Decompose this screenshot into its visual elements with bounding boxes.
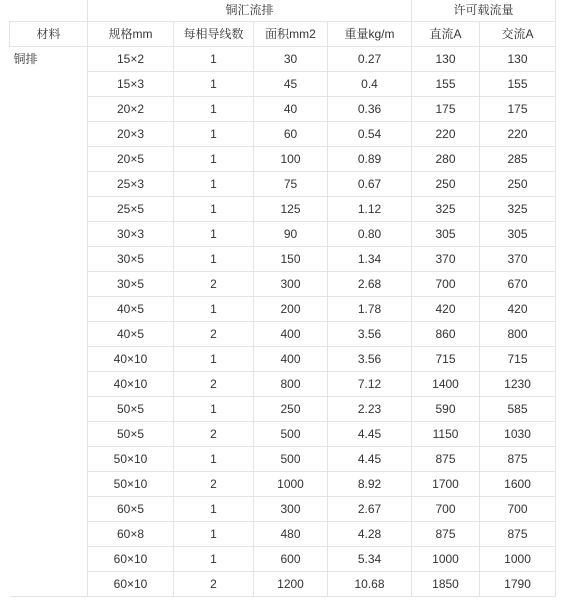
cell-conductors: 1 bbox=[174, 497, 254, 522]
header-group-current: 许可载流量 bbox=[412, 0, 556, 22]
cell-dc: 1850 bbox=[412, 572, 480, 597]
cell-conductors: 1 bbox=[174, 72, 254, 97]
cell-ac: 285 bbox=[480, 147, 556, 172]
cell-weight: 2.68 bbox=[328, 272, 412, 297]
header-group-row bbox=[10, 0, 556, 22]
header-weight: 重量kg/m bbox=[328, 22, 412, 47]
cell-weight: 0.4 bbox=[328, 72, 412, 97]
cell-ac: 700 bbox=[480, 497, 556, 522]
cell-weight: 2.67 bbox=[328, 497, 412, 522]
cell-area: 400 bbox=[254, 347, 328, 372]
cell-ac: 325 bbox=[480, 197, 556, 222]
cell-conductors: 2 bbox=[174, 422, 254, 447]
cell-ac: 130 bbox=[480, 47, 556, 72]
table-row bbox=[10, 447, 556, 472]
cell-spec: 30×5 bbox=[88, 272, 174, 297]
cell-dc: 715 bbox=[412, 347, 480, 372]
cell-dc: 305 bbox=[412, 222, 480, 247]
cell-conductors: 1 bbox=[174, 122, 254, 147]
cell-area: 200 bbox=[254, 297, 328, 322]
cell-conductors: 1 bbox=[174, 547, 254, 572]
cell-spec: 60×10 bbox=[88, 572, 174, 597]
cell-area: 100 bbox=[254, 147, 328, 172]
cell-weight: 10.68 bbox=[328, 572, 412, 597]
cell-spec: 25×3 bbox=[88, 172, 174, 197]
header-spec: 规格mm bbox=[88, 22, 174, 47]
cell-ac: 220 bbox=[480, 122, 556, 147]
cell-area: 480 bbox=[254, 522, 328, 547]
cell-spec: 50×5 bbox=[88, 397, 174, 422]
table-row bbox=[10, 522, 556, 547]
cell-weight: 1.34 bbox=[328, 247, 412, 272]
table-header bbox=[10, 0, 556, 47]
cell-dc: 1150 bbox=[412, 422, 480, 447]
table-row bbox=[10, 547, 556, 572]
cell-ac: 1230 bbox=[480, 372, 556, 397]
cell-dc: 700 bbox=[412, 497, 480, 522]
table-row bbox=[10, 497, 556, 522]
cell-spec: 40×10 bbox=[88, 372, 174, 397]
busbar-table bbox=[9, 0, 556, 597]
header-dc: 直流A bbox=[412, 22, 480, 47]
table-row bbox=[10, 97, 556, 122]
cell-spec: 15×2 bbox=[88, 47, 174, 72]
material-cell: 铜排 bbox=[10, 47, 88, 597]
cell-area: 250 bbox=[254, 397, 328, 422]
cell-conductors: 1 bbox=[174, 147, 254, 172]
cell-ac: 420 bbox=[480, 297, 556, 322]
cell-conductors: 1 bbox=[174, 347, 254, 372]
cell-conductors: 2 bbox=[174, 272, 254, 297]
cell-weight: 7.12 bbox=[328, 372, 412, 397]
cell-ac: 305 bbox=[480, 222, 556, 247]
table-row bbox=[10, 72, 556, 97]
cell-area: 1200 bbox=[254, 572, 328, 597]
cell-weight: 3.56 bbox=[328, 347, 412, 372]
table-row bbox=[10, 422, 556, 447]
cell-conductors: 1 bbox=[174, 247, 254, 272]
table-row bbox=[10, 372, 556, 397]
table-row bbox=[10, 472, 556, 497]
cell-conductors: 1 bbox=[174, 47, 254, 72]
cell-dc: 860 bbox=[412, 322, 480, 347]
cell-ac: 800 bbox=[480, 322, 556, 347]
cell-area: 1000 bbox=[254, 472, 328, 497]
cell-dc: 590 bbox=[412, 397, 480, 422]
cell-weight: 1.12 bbox=[328, 197, 412, 222]
cell-area: 40 bbox=[254, 97, 328, 122]
table-row bbox=[10, 397, 556, 422]
cell-dc: 1000 bbox=[412, 547, 480, 572]
cell-weight: 0.36 bbox=[328, 97, 412, 122]
cell-spec: 60×10 bbox=[88, 547, 174, 572]
cell-area: 150 bbox=[254, 247, 328, 272]
header-material: 材料 bbox=[10, 22, 88, 47]
table-row bbox=[10, 347, 556, 372]
cell-weight: 0.67 bbox=[328, 172, 412, 197]
cell-dc: 175 bbox=[412, 97, 480, 122]
cell-area: 60 bbox=[254, 122, 328, 147]
cell-conductors: 2 bbox=[174, 322, 254, 347]
cell-weight: 0.27 bbox=[328, 47, 412, 72]
cell-weight: 4.28 bbox=[328, 522, 412, 547]
cell-weight: 1.78 bbox=[328, 297, 412, 322]
cell-ac: 1790 bbox=[480, 572, 556, 597]
cell-conductors: 1 bbox=[174, 397, 254, 422]
header-conductors: 每相导线数 bbox=[174, 22, 254, 47]
cell-spec: 60×8 bbox=[88, 522, 174, 547]
cell-dc: 420 bbox=[412, 297, 480, 322]
cell-area: 300 bbox=[254, 497, 328, 522]
cell-ac: 370 bbox=[480, 247, 556, 272]
table-row bbox=[10, 47, 556, 72]
cell-dc: 370 bbox=[412, 247, 480, 272]
table-row bbox=[10, 272, 556, 297]
cell-spec: 50×10 bbox=[88, 447, 174, 472]
header-blank-cell bbox=[10, 0, 88, 22]
cell-dc: 130 bbox=[412, 47, 480, 72]
cell-ac: 155 bbox=[480, 72, 556, 97]
table-row bbox=[10, 322, 556, 347]
cell-weight: 0.89 bbox=[328, 147, 412, 172]
cell-ac: 670 bbox=[480, 272, 556, 297]
cell-weight: 8.92 bbox=[328, 472, 412, 497]
cell-area: 800 bbox=[254, 372, 328, 397]
table-row bbox=[10, 197, 556, 222]
cell-spec: 30×5 bbox=[88, 247, 174, 272]
cell-dc: 325 bbox=[412, 197, 480, 222]
cell-ac: 875 bbox=[480, 522, 556, 547]
cell-conductors: 1 bbox=[174, 447, 254, 472]
cell-dc: 875 bbox=[412, 447, 480, 472]
cell-spec: 50×10 bbox=[88, 472, 174, 497]
cell-conductors: 1 bbox=[174, 172, 254, 197]
cell-spec: 40×10 bbox=[88, 347, 174, 372]
cell-conductors: 1 bbox=[174, 222, 254, 247]
cell-ac: 250 bbox=[480, 172, 556, 197]
cell-ac: 1030 bbox=[480, 422, 556, 447]
cell-area: 400 bbox=[254, 322, 328, 347]
cell-conductors: 2 bbox=[174, 472, 254, 497]
cell-weight: 4.45 bbox=[328, 422, 412, 447]
table-row bbox=[10, 297, 556, 322]
cell-area: 125 bbox=[254, 197, 328, 222]
cell-dc: 220 bbox=[412, 122, 480, 147]
cell-conductors: 1 bbox=[174, 197, 254, 222]
cell-dc: 1700 bbox=[412, 472, 480, 497]
cell-spec: 20×5 bbox=[88, 147, 174, 172]
cell-area: 75 bbox=[254, 172, 328, 197]
cell-ac: 175 bbox=[480, 97, 556, 122]
header-group-busbar: 铜汇流排 bbox=[88, 0, 412, 22]
cell-conductors: 1 bbox=[174, 522, 254, 547]
table-row bbox=[10, 122, 556, 147]
cell-area: 45 bbox=[254, 72, 328, 97]
cell-dc: 700 bbox=[412, 272, 480, 297]
cell-weight: 3.56 bbox=[328, 322, 412, 347]
cell-area: 300 bbox=[254, 272, 328, 297]
cell-dc: 1400 bbox=[412, 372, 480, 397]
table-body bbox=[10, 47, 556, 597]
table-row bbox=[10, 222, 556, 247]
cell-area: 500 bbox=[254, 422, 328, 447]
header-area: 面积mm2 bbox=[254, 22, 328, 47]
cell-area: 30 bbox=[254, 47, 328, 72]
cell-dc: 155 bbox=[412, 72, 480, 97]
cell-dc: 280 bbox=[412, 147, 480, 172]
cell-ac: 585 bbox=[480, 397, 556, 422]
cell-area: 90 bbox=[254, 222, 328, 247]
cell-weight: 0.54 bbox=[328, 122, 412, 147]
table-row bbox=[10, 147, 556, 172]
cell-spec: 20×3 bbox=[88, 122, 174, 147]
cell-weight: 2.23 bbox=[328, 397, 412, 422]
cell-area: 600 bbox=[254, 547, 328, 572]
cell-conductors: 2 bbox=[174, 372, 254, 397]
cell-spec: 15×3 bbox=[88, 72, 174, 97]
cell-spec: 25×5 bbox=[88, 197, 174, 222]
cell-conductors: 1 bbox=[174, 297, 254, 322]
cell-spec: 50×5 bbox=[88, 422, 174, 447]
cell-ac: 1000 bbox=[480, 547, 556, 572]
cell-weight: 0.80 bbox=[328, 222, 412, 247]
header-column-row bbox=[10, 22, 556, 47]
cell-conductors: 1 bbox=[174, 97, 254, 122]
cell-weight: 4.45 bbox=[328, 447, 412, 472]
cell-spec: 40×5 bbox=[88, 297, 174, 322]
table-row bbox=[10, 172, 556, 197]
cell-area: 500 bbox=[254, 447, 328, 472]
header-ac: 交流A bbox=[480, 22, 556, 47]
table-row bbox=[10, 572, 556, 597]
table-row bbox=[10, 247, 556, 272]
cell-spec: 30×3 bbox=[88, 222, 174, 247]
cell-dc: 875 bbox=[412, 522, 480, 547]
cell-conductors: 2 bbox=[174, 572, 254, 597]
cell-spec: 40×5 bbox=[88, 322, 174, 347]
cell-dc: 250 bbox=[412, 172, 480, 197]
cell-spec: 20×2 bbox=[88, 97, 174, 122]
cell-spec: 60×5 bbox=[88, 497, 174, 522]
cell-ac: 1600 bbox=[480, 472, 556, 497]
cell-ac: 715 bbox=[480, 347, 556, 372]
cell-ac: 875 bbox=[480, 447, 556, 472]
cell-weight: 5.34 bbox=[328, 547, 412, 572]
